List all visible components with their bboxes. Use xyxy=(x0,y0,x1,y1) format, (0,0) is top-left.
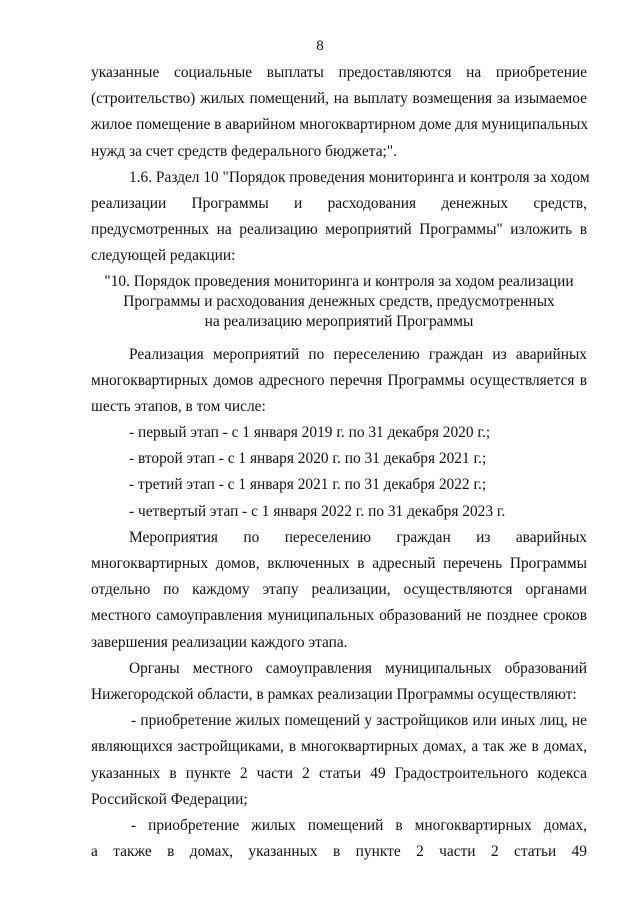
text-line: Органы местного самоуправления муниципальных образований xyxy=(129,659,587,677)
list-item: - третий этап - с 1 января 2021 г. по 31 декабря 2022 г.; xyxy=(129,476,487,494)
paragraph-continuation xyxy=(91,60,587,165)
text-line: Российской Федерации; xyxy=(91,790,248,808)
text-line: - приобретение жилых помещений у застройщиков или иных лиц, не xyxy=(131,712,587,730)
text-line: Мероприятия по переселению граждан из аварийных xyxy=(129,528,587,546)
text-line: отдельно по каждому этапу реализации, осуществляются органами xyxy=(91,581,587,599)
heading-line: Программы и расходования денежных средств, предусмотренных xyxy=(123,292,555,310)
heading-line: "10. Порядок проведения мониторинга и контроля за ходом реализации xyxy=(104,272,574,290)
paragraph-stages-intro xyxy=(91,342,587,421)
text-line: Реализация мероприятий по переселению граждан из аварийных xyxy=(129,345,587,363)
text-line: реализации Программы и расходования денежных средств, xyxy=(91,194,587,212)
paragraph-acquisition-2 xyxy=(91,813,587,865)
text-line: предусмотренных на реализацию мероприятий Программы" изложить в xyxy=(91,221,587,239)
text-line: местного самоуправления муниципальных образований не позднее сроков xyxy=(91,607,587,625)
text-line: Нижегородской области, в рамках реализации Программы осуществляют: xyxy=(91,685,577,703)
list-item: - четвертый этап - с 1 января 2022 г. по 31 декабря 2023 г. xyxy=(129,502,506,520)
paragraph-amendment xyxy=(91,165,590,270)
paragraph-relocation xyxy=(91,525,587,656)
text-line: а также в домах, указанных в пункте 2 части 2 статьи 49 xyxy=(91,843,587,861)
text-line: нужд за счет средств федерального бюджета;". xyxy=(91,142,397,160)
list-item: - первый этап - с 1 января 2019 г. по 31 декабря 2020 г.; xyxy=(129,424,491,442)
text-line: жилое помещение в аварийном многоквартирном доме для муниципальных xyxy=(91,116,589,134)
text-line: указанных в пункте 2 части 2 статьи 49 Градостроительного кодекса xyxy=(91,764,587,782)
list-item: - второй этап - с 1 января 2020 г. по 31 декабря 2021 г.; xyxy=(129,450,487,468)
text-line: указанные социальные выплаты предоставляются на приобретение xyxy=(91,64,587,81)
text-line: 1.6. Раздел 10 "Порядок проведения мониторинга и контроля за ходом xyxy=(129,168,590,186)
stages-list xyxy=(91,420,587,525)
text-line: многоквартирных домов адресного перечня Программы осуществляется в xyxy=(91,371,587,389)
text-line: шесть этапов, в том числе: xyxy=(91,397,266,415)
text-line: следующей редакции: xyxy=(91,247,236,265)
page-number: 8 xyxy=(316,38,324,54)
text-line: являющихся застройщиками, в многоквартирных домах, а так же в домах, xyxy=(91,738,587,756)
paragraph-authorities xyxy=(91,656,587,708)
text-line: (строительство) жилых помещений, на выплату возмещения за изымаемое xyxy=(91,90,587,108)
text-line: - приобретение жилых помещений в многоквартирных домах, xyxy=(131,816,587,834)
paragraph-acquisition-1 xyxy=(91,708,587,813)
text-line: многоквартирных домов, включенных в адресный перечень Программы xyxy=(91,555,587,572)
document-body xyxy=(91,60,590,865)
heading-line: на реализацию мероприятий Программы xyxy=(204,312,474,330)
text-line: завершения реализации каждого этапа. xyxy=(91,633,348,651)
section-heading xyxy=(91,272,587,332)
